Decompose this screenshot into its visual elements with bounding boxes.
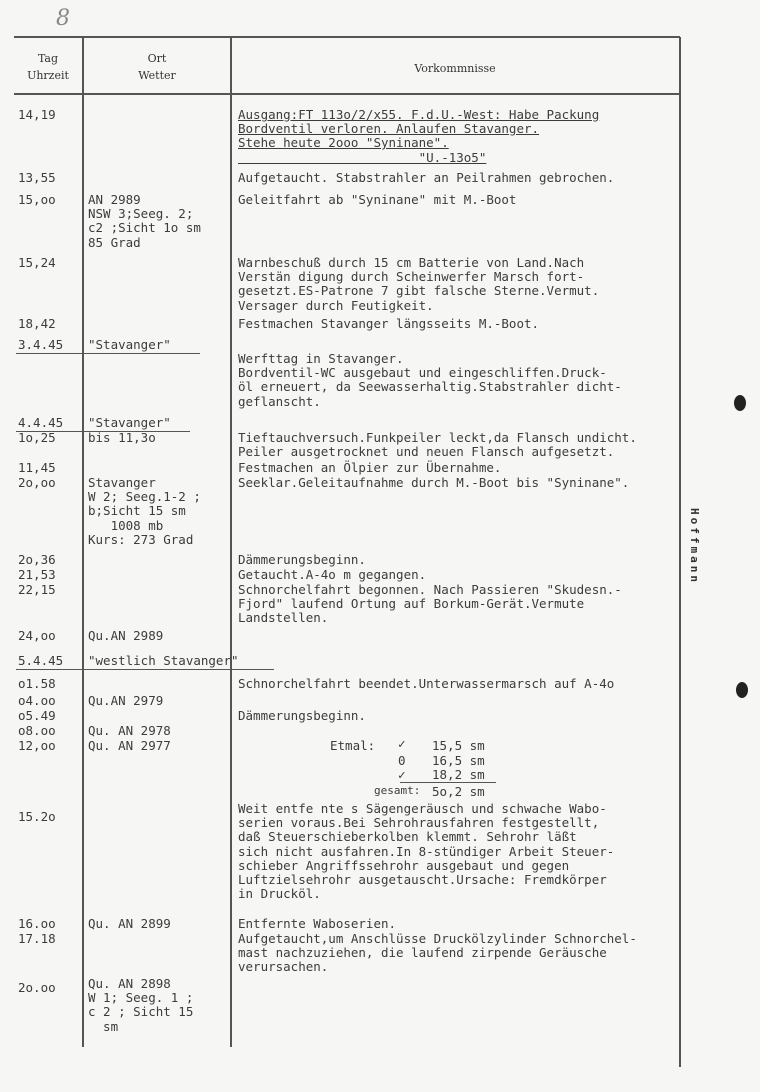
header-col3: Vorkommnisse — [414, 62, 496, 75]
entry-ort: Qu. AN 2977 — [88, 738, 171, 753]
date-location: "westlich Stavanger" — [88, 653, 239, 668]
entry-time: 15,24 — [18, 255, 56, 270]
entry-time: 12,oo — [18, 738, 56, 753]
entry-ort: Qu.AN 2989 — [88, 628, 164, 643]
entry-time: 1o,25 — [18, 430, 56, 445]
entry-time: 18,42 — [18, 316, 56, 331]
header-col1 — [16, 50, 80, 84]
entry-ort: Qu.AN 2979 — [88, 693, 164, 708]
entry-ort: Qu. AN 2899 — [88, 916, 171, 931]
entry-text: Seeklar.Geleitaufnahme durch M.-Boot bis "Syninane". — [238, 475, 630, 490]
entry-text: Aufgetaucht,um Anschlüsse Druckölzylinder Schnorchel- mast nachzuziehen, die laufend zirpende Geräusche verursachen. — [238, 931, 637, 975]
date-heading — [18, 416, 63, 430]
header-bottom-border — [14, 93, 680, 95]
entry-time: o5.49 — [18, 708, 56, 723]
entry-text: Weit entfe nte s Sägengeräusch und schwache Wabo- serien voraus.Bei Sehrohrausfahren festgestellt, daß Steuerschieberkolben klemmt. Sehrohr läßt sich nicht ausfahren.In 8-stündiger Arbeit Steuer- schieber Angriffssehrohr ausgebaut und gegen Luftzielsehrohr ausgetauscht.Ursache: Fremdkörper in Drucköl. — [238, 801, 615, 902]
etmal-mark: ✓ — [398, 767, 406, 782]
entry-text: Schnorchelfahrt begonnen. Nach Passieren "Skudesn.- Fjord" laufend Ortung auf Borkum-Gerät.Vermute Landstellen. — [238, 582, 622, 626]
entry-text: Aufgetaucht. Stabstrahler an Peilrahmen gebrochen. — [238, 170, 615, 185]
etmal-day1: 15,5 sm — [432, 738, 485, 753]
entry-text: Entfernte Waboserien. — [238, 916, 397, 931]
header-ort: Ort — [147, 52, 167, 65]
date-location: "Stavanger" — [88, 415, 171, 430]
entry-text: Werfttag in Stavanger. Bordventil-WC ausgebaut und eingeschliffen.Druck- öl erneuert, da Seewasserhaltig.Stabstrahler dicht- geflanscht. — [238, 351, 622, 409]
date-label: 5.4.45 — [18, 653, 64, 668]
entry-time: 21,53 — [18, 567, 56, 582]
entry-ort: AN 2989 NSW 3;Seeg. 2; c2 ;Sicht 1o sm 85 Grad — [88, 192, 201, 250]
entry-time: o8.oo — [18, 723, 56, 738]
entry-text: Schnorchelfahrt beendet.Unterwassermarsch auf A-4o — [238, 676, 615, 691]
entry-ort: Qu. AN 2978 — [88, 723, 171, 738]
date-location: "Stavanger" — [88, 337, 171, 352]
entry-time: o1.58 — [18, 676, 56, 691]
column-divider-1 — [82, 37, 84, 1047]
header-wetter: Wetter — [138, 69, 176, 82]
date-heading — [18, 654, 63, 668]
date-underline — [16, 353, 200, 354]
entry-ort: Qu. AN 2898 W 1; Seeg. 1 ; c 2 ; Sicht 15 sm — [88, 976, 194, 1034]
entry-time: 11,45 — [18, 460, 56, 475]
date-label: 4.4.45 — [18, 415, 64, 430]
entry-text: Ausgang:FT 113o/2/x55. F.d.U.-West: Habe Packung Bordventil verloren. Anlaufen Stavanger. Stehe heute 2ooo "Syninane". "U.-13o5" — [238, 107, 600, 165]
date-underline — [16, 669, 274, 670]
header-tag: Tag — [37, 52, 59, 65]
etmal-label: Etmal: — [330, 738, 376, 753]
entry-time: 2o,36 — [18, 552, 56, 567]
entry-time: o4.oo — [18, 693, 56, 708]
side-stamp: Hoffmann — [688, 508, 701, 585]
etmal-sum-line — [400, 782, 496, 783]
header-uhrzeit: Uhrzeit — [27, 69, 69, 82]
entry-time: 13,55 — [18, 170, 56, 185]
date-label: 3.4.45 — [18, 337, 64, 352]
entry-text: Getaucht.A-4o m gegangen. — [238, 567, 427, 582]
entry-time: 15.2o — [18, 809, 56, 824]
entry-time: 14,19 — [18, 107, 56, 122]
entry-time: 2o,oo — [18, 475, 56, 490]
table-top-border — [14, 36, 680, 38]
entry-text: Warnbeschuß durch 15 cm Batterie von Land.Nach Verstän digung durch Scheinwerfer Marsch fort- gesetzt.ES-Patrone 7 gibt falsche Sterne.Vermut. Versager durch Feutigkeit. — [238, 255, 600, 313]
entry-time: 16.oo — [18, 916, 56, 931]
date-heading — [18, 338, 63, 352]
entry-ort: bis 11,3o — [88, 430, 156, 445]
etmal-mark: ✓ — [398, 736, 406, 751]
etmal-day2: 16,5 sm — [432, 753, 485, 768]
etmal-total-label: gesamt: — [374, 784, 421, 797]
entry-text: Geleitfahrt ab "Syninane" mit M.-Boot — [238, 192, 517, 207]
entry-text: Dämmerungsbeginn. — [238, 552, 366, 567]
entry-text: Festmachen an Ölpier zur Übernahme. — [238, 460, 502, 475]
entry-time: 15,oo — [18, 192, 56, 207]
entry-time: 2o.oo — [18, 980, 56, 995]
entry-text: Festmachen Stavanger längsseits M.-Boot. — [238, 316, 540, 331]
entry-time: 24,oo — [18, 628, 56, 643]
etmal-total: 5o,2 sm — [432, 784, 485, 799]
entry-ort: Stavanger W 2; Seeg.1-2 ; b;Sicht 15 sm 1008 mb Kurs: 273 Grad — [88, 475, 201, 547]
binder-hole-mark — [734, 395, 746, 411]
binder-hole-mark — [736, 682, 748, 698]
entry-text: Tieftauchversuch.Funkpeiler leckt,da Flansch undicht. Peiler ausgetrocknet und neuen Flansch aufgesetzt. — [238, 430, 637, 460]
column-divider-3 — [679, 37, 681, 1067]
entry-time: 17.18 — [18, 931, 56, 946]
header-col2 — [86, 50, 228, 84]
entry-time: 22,15 — [18, 582, 56, 597]
etmal-mark-0: 0 — [398, 753, 406, 768]
entry-text: Dämmerungsbeginn. — [238, 708, 366, 723]
column-divider-2 — [230, 37, 232, 1047]
etmal-day3: 18,2 sm — [432, 767, 485, 782]
page-number: 8 — [56, 6, 70, 31]
